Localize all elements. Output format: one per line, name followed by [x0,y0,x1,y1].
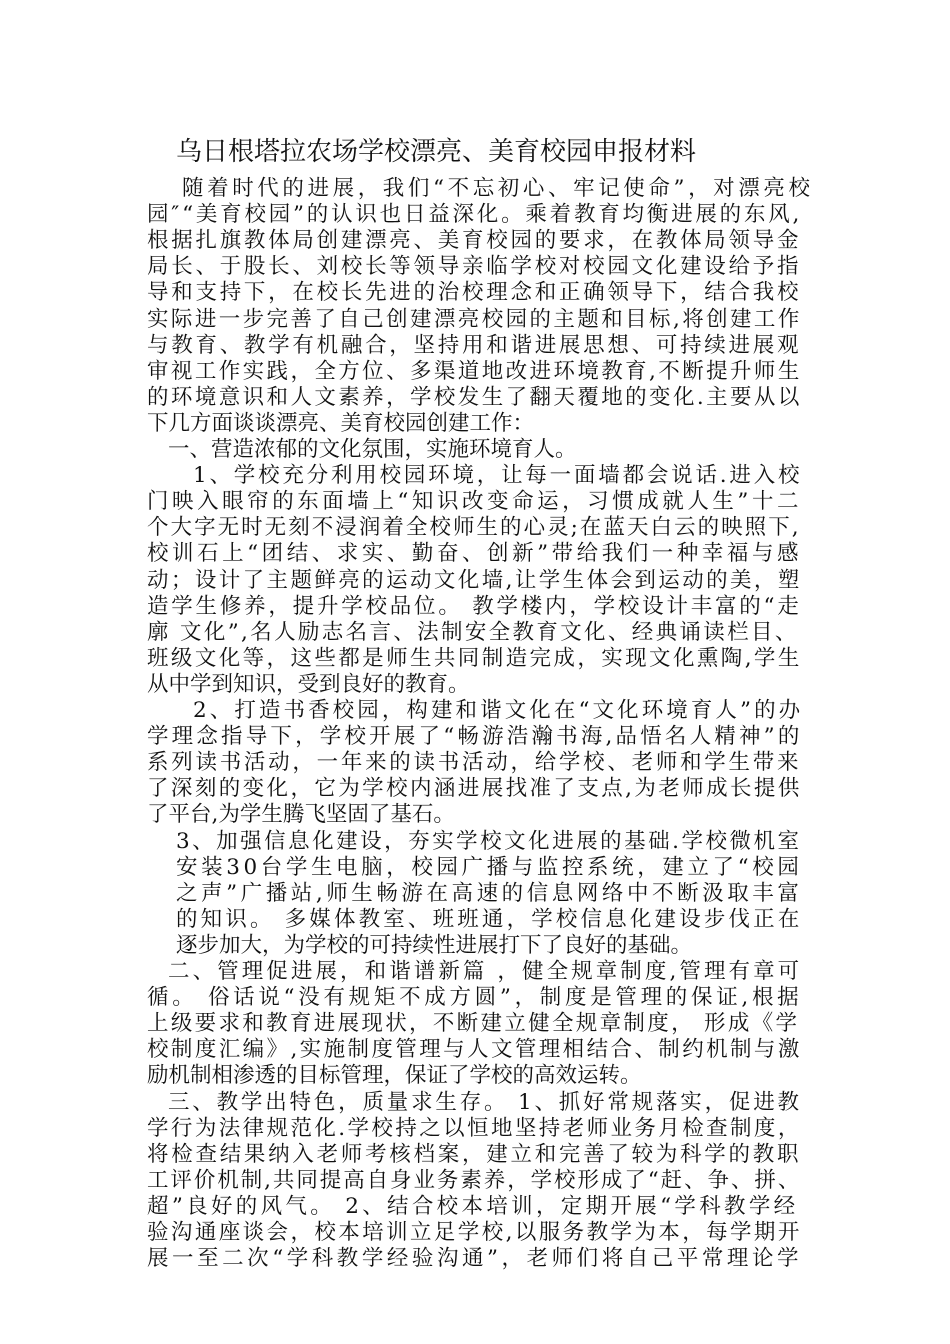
text-line: 班级文化等，这些都是师生共同制造完成，实现文化熏陶,学生 [147,645,802,671]
text-line: 系列读书活动，一年来的读书活动，给学校、老师和学生带来 [147,750,802,776]
text-line: 的知识。 多媒体教室、班班通，学校信息化建设步伐正在 [176,906,803,932]
text-line: 3、加强信息化建设，夯实学校文化进展的基础.学校微机室 [176,828,802,854]
text-line: 工评价机制,共同提高自身业务素养，学校形成了“赶、争、拼、 [147,1167,802,1193]
text-line: 之声”广播站,师生畅游在高速的信息网络中不断汲取丰富 [176,880,803,906]
text-line: 廓 文化”,名人励志名言、法制安全教育文化、经典诵读栏目、 [147,619,799,645]
text-line: 的环境意识和人文素养，学校发生了翻天覆地的变化.主要从以 [147,384,802,410]
text-line: 园″“美育校园”的认识也日益深化。乘着教育均衡进展的东风, [147,202,803,228]
text-line: 从中学到知识，受到良好的教育。 [147,671,470,697]
text-line: 二、管理促进展，和谐谱新篇 ，健全规章制度,管理有章可 [168,959,803,984]
text-line: 校制度汇编》,实施制度管理与人文管理相结合、制约机制与激 [147,1037,802,1063]
text-line: 随着时代的进展，我们“不忘初心、牢记使命”，对漂亮校 [182,176,814,201]
text-line: 局长、于股长、刘校长等领导亲临学校对校园文化建设给予指 [147,254,802,280]
text-line: 了深刻的变化，它为学校内涵进展找准了支点,为老师成长提供 [147,776,802,802]
text-line: 展一至二次“学科教学经验沟通”，老师们将自己平常理论学 [147,1246,803,1272]
text-line: 门映入眼帘的东面墙上“知识改变命运，习惯成就人生”十二 [147,489,803,515]
text-line: 实际进一步完善了自己创建漂亮校园的主题和目标,将创建工作 [147,306,802,332]
text-line: 1、学校充分利用校园环境，让每一面墙都会说话.进入校 [193,463,803,489]
document-title: 乌日根塔拉农场学校漂亮、美育校园申报材料 [176,137,697,167]
text-line: 根据扎旗教体局创建漂亮、美育校园的要求，在教体局领导金 [147,228,802,254]
text-line: 导和支持下，在校长先进的治校理念和正确领导下，结合我校 [147,280,802,306]
text-line: 三、教学出特色，质量求生存。 1、抓好常规落实，促进教 [168,1089,802,1115]
text-line: 与教育、教学有机融合，坚持用和谐进展思想、可持续进展观 [147,332,802,358]
text-line: 验沟通座谈会，校本培训立足学校,以服务教学为本，每学期开 [147,1220,802,1245]
text-line: 逐步加大，为学校的可持续性进展打下了良好的基础。 [176,932,693,958]
text-line: 审视工作实践，全方位、多渠道地改进环境教育,不断提升师生 [147,358,802,384]
text-line: 校训石上“团结、求实、勤奋、创新”带给我们一种幸福与感 [147,541,803,567]
text-line: 学行为法律规范化.学校持之以恒地坚持老师业务月检查制度， [147,1115,802,1141]
text-line: 了平台,为学生腾飞坚固了基石。 [147,802,455,828]
text-line: 个大字无时无刻不浸润着全校师生的心灵;在蓝天白云的映照下, [147,515,801,541]
text-line: 安装30台学生电脑，校园广播与监控系统，建立了“校园 [176,854,803,880]
text-line: 将检查结果纳入老师考核档案，建立和完善了较为科学的教职 [147,1141,802,1167]
text-line: 励机制相渗透的目标管理，保证了学校的高效运转。 [147,1063,642,1089]
text-line: 一、营造浓郁的文化氛围，实施环境育人。 [168,437,577,462]
text-line: 造学生修养，提升学校品位。 教学楼内，学校设计丰富的“走 [147,593,802,619]
text-line: 动；设计了主题鲜亮的运动文化墙,让学生体会到运动的美，塑 [147,567,802,593]
text-line: 循。 俗话说“没有规矩不成方圆”，制度是管理的保证,根据 [147,985,803,1011]
text-line: 下几方面谈谈漂亮、美育校园创建工作： [147,410,535,436]
text-line: 超”良好的风气。 2、结合校本培训，定期开展“学科教学经 [147,1193,799,1219]
text-line: 上级要求和教育进展现状，不断建立健全规章制度， 形成《学 [147,1011,800,1037]
text-line: 2、打造书香校园，构建和谐文化在“文化环境育人”的办 [193,698,804,723]
text-line: 学理念指导下，学校开展了“畅游浩瀚书海,品悟名人精神”的 [147,724,803,750]
